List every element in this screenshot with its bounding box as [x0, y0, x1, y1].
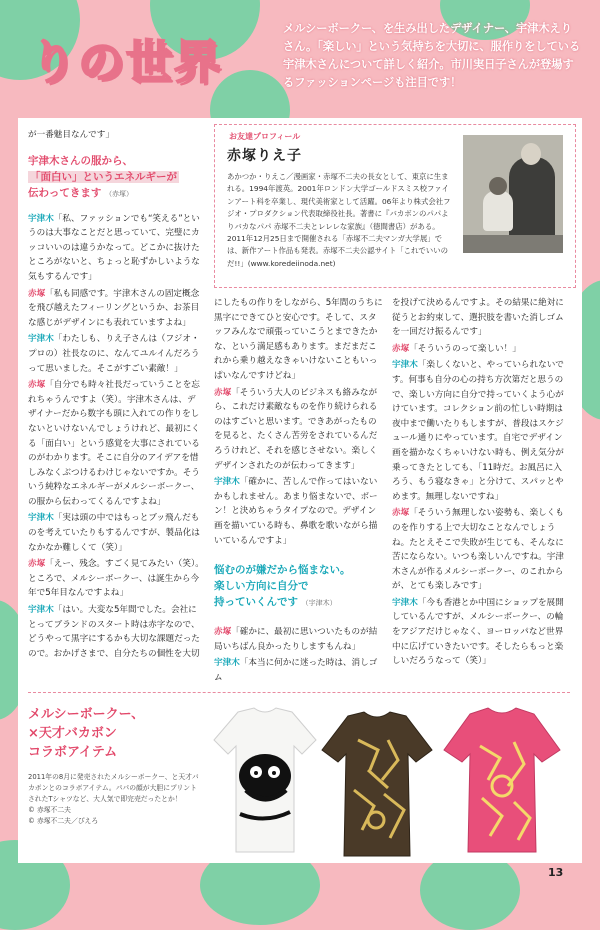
- dialogue-paragraph: 赤塚「そういう大人のビジネスも絡みながら、これだけ素敵なものを作り続けられるのはすごいと思います。できあがったものを見ると、たくさん苦労をされているんだろうけれど、それを感じさせない。楽しくデザインされたのが伝わってきます」: [214, 387, 378, 471]
- dialogue-paragraph: を投げて決めるんですよ。その結果に絶対に従うとお約束して、選択肢を書いた消しゴムを一回だけ振るんです」: [392, 298, 564, 338]
- collab-text: 2011年の8月に発売されたメルシーボークー、と天才バカボンとのコラボアイテム。パパの顔が大胆にプリントされたTシャツなど、大人気で即完売だったとか！ © 赤塚不二夫 © 赤塚不二夫／ぴえろ: [28, 773, 199, 825]
- page-title: りの世界: [30, 35, 222, 89]
- tshirt-pink-image: [440, 706, 564, 856]
- dialogue-paragraph: 赤塚「そういうのって楽しい！」: [392, 343, 521, 354]
- dialogue-paragraph: 宇津木「はい。大変な5年間でした。会社にとってブランドのスタート時は赤字なので、どうやって黒字にするかも大切な課題だったので。おかげさまで、自分たちの個性を大切: [28, 605, 200, 659]
- dialogue-paragraph: 宇津木「本当に何かに迷った時は、消しゴム: [214, 658, 378, 683]
- dialogue-paragraph: 赤塚「確かに、最初に思いついたものが結局いちばん良かったりしますもんね」: [214, 627, 378, 652]
- profile-text: あかつか・りえこ／漫画家・赤塚不二夫の長女として、東京に生まれる。1994年渡英。2001年ロンドン大学ゴールドスミス校ファインアート科を卒業し、現代美術家として活躍。06年より株式会社フジオ・プロダクション代表取締役社長。著書に『バカボンのパパよりバカなパパ 赤塚不二夫とレレレな家族』（徳間書店）がある。2011年12月25日まで開催される「赤塚不二夫マンガ大学展」では、新作アート作品も発表。赤塚不二夫公認サイト「これでいいのだ!!」(www.koredeiinoda.net): [227, 172, 451, 268]
- dialogue-paragraph: 宇津木「実は頭の中ではもっとブッ飛んだものを考えていたりもするんですが、製品化はなかなか難しくて（笑）」: [28, 513, 200, 553]
- section-heading: 悩むのが嫌だから悩まない。 楽しい方向に自分で 持っていくんです （宇津木）: [214, 564, 351, 609]
- dialogue-paragraph: 宇津木「私、ファッションでも“笑える”というのは大事なことだと思っていて、完璧にカッコいいのは違うかなって。どこかに抜けたところがないと、ちょっと恥ずかしいような気もするんです」: [28, 213, 200, 282]
- column-3: [392, 296, 566, 671]
- dialogue-paragraph: にしたもの作りをしながら、5年間のうちに黒字にできてひと安心です。そして、スタッフみんなで頑張っていこうとまできたかな、という満足感もあります。まだまだこれから乗り越えなきゃいけないこともいっぱいなんですけどね」: [214, 298, 383, 381]
- profile-label: お友達プロフィール: [229, 132, 301, 141]
- dialogue-paragraph: 赤塚「自分でも時々社長だっていうことを忘れちゃうんですよ（笑）。宇津木さんは、デザイナーだから数字も頭に入れての作りをしないといけないんでしょうけれど、最初にくる「面白い」という感覚を大事にされているのがわかります。そこに自分のアイデアを惜しみなくぶつけるわけじゃないですか。そういう純粋なエネルギーがメルシーボークー、の服から伝わってくるんですよね」: [28, 380, 200, 507]
- dialogue-paragraph: 宇津木「確かに、苦しんで作ってはいないかもしれません。あまり悩まないで、ボーン！と決めちゃうタイプなので。デザイン画を描いている時も、鼻歌を歌いながら描いているんですよ」: [214, 477, 378, 546]
- column-1: [28, 128, 204, 663]
- tshirt-white-image: [210, 704, 320, 856]
- lead-text: メルシーボークー、を生み出したデザイナー、宇津木えりさん。「楽しい」という気持ちを大切に、服作りをしている宇津木さんについて詳しく紹介。市川実日子さんが登場するファッションページも注目です！: [283, 22, 581, 89]
- collab-heading: メルシーボークー、 ×天才バカボン コラボアイテム: [28, 707, 145, 760]
- dialogue-paragraph: 宇津木「わたしも、りえ子さんは（フジオ・プロの）社長なのに、なんてユルイんだろうって思いました。そこがすごい素敵！」: [28, 334, 200, 374]
- dialogue-paragraph: 宇津木「今も香港とか中国にショップを展開しているんですが、メルシーボークー、の輪をアジアだけじゃなく、ヨーロッパなど世界中に広げていきたいです。そしたらもっと楽しいだろうなって（笑）」: [392, 597, 564, 667]
- section-heading: 宇津木さんの服から、 「面白い」というエネルギーが 伝わってきます （赤塚）: [28, 154, 177, 199]
- column-2: [214, 296, 384, 687]
- dialogue-paragraph: 赤塚「えー、残念。すごく見てみたい（笑）。ところで、メルシーボークー、は誕生から今年で5年目なんですよね」: [28, 559, 204, 599]
- dialogue-paragraph: 赤塚「私も同感です。宇津木さんの固定概念を飛び越えたフィーリングというか、お茶目な感じがデザインにも表れていますよね」: [28, 288, 200, 328]
- tshirt-brown-image: [318, 710, 436, 860]
- divider: [28, 692, 570, 693]
- dialogue-paragraph: 赤塚「そういう無理しない姿勢も、楽しくものを作りする上で大切なことなんでしょうね。たとえそこで失敗が生じても、そんなに苦にならない。いつも楽しいんですね。宇津木さんが作るメルシーボークー、のこれからが、とても楽しみです」: [392, 508, 564, 592]
- profile-box: [214, 124, 576, 288]
- profile-photo: [463, 135, 563, 253]
- dialogue-paragraph: 宇津木「楽しくないと、やっていられないです。何事も自分の心の持ち方次第だと思うので、楽しい方向に自分で持っていくよう心がけています。コレクション前の忙しい時期は夜中まで働いたりもしますが、普段はスケジュール通りにやっています。自宅でデザイン画を描かなくちゃいけない時も、例え気分が乗ってきたとしても、「11時だ。お風呂に入ろう、もう寝なきゃ」と分けて、スパッとやめます。無理しないですね」: [392, 360, 564, 502]
- page-number: 13: [548, 866, 564, 879]
- continued-text: が一番魅目なんです」: [28, 130, 114, 140]
- profile-name: 赤塚りえ子: [227, 148, 302, 164]
